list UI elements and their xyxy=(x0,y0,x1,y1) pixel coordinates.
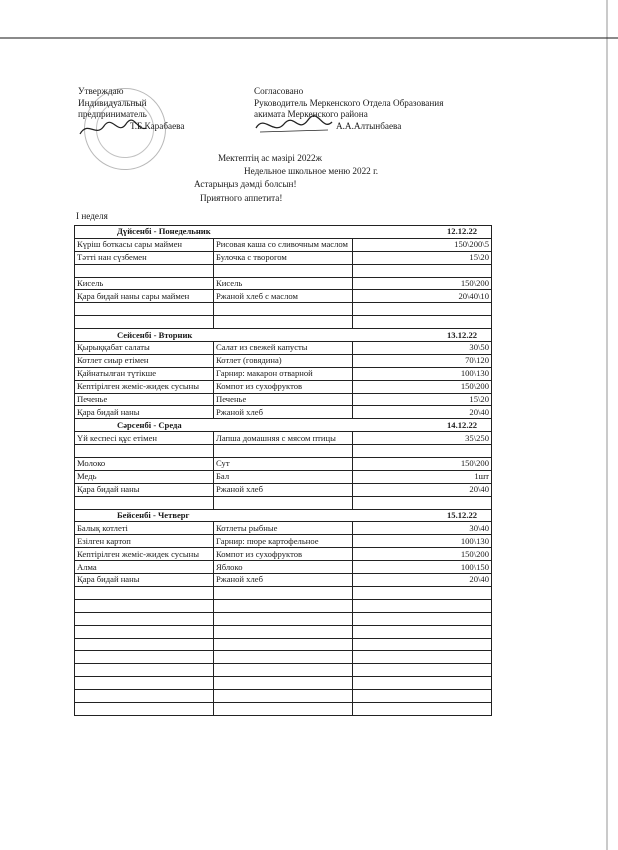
dish-kz-cell: Үй кеспесі құс етімен xyxy=(75,432,214,445)
table-row xyxy=(75,586,492,599)
table-row xyxy=(75,625,492,638)
portion-cell: 70\120 xyxy=(353,354,492,367)
dish-ru-cell: Гарнир: пюре картофельное xyxy=(214,535,353,548)
table-row xyxy=(75,393,492,406)
portion-cell: 150\200 xyxy=(353,458,492,471)
dish-kz-cell: Медь xyxy=(75,470,214,483)
dish-kz-cell xyxy=(75,599,214,612)
day-header-row xyxy=(75,419,492,432)
week-label: I неделя xyxy=(76,211,108,221)
scan-line-side xyxy=(606,0,608,850)
scan-line-top xyxy=(0,37,618,39)
dish-kz-cell: Алма xyxy=(75,561,214,574)
day-header-row xyxy=(75,226,492,239)
portion-cell: 20\40 xyxy=(353,574,492,587)
dish-ru-cell: Кисель xyxy=(214,277,353,290)
dish-ru-cell: Ржаной хлеб xyxy=(214,406,353,419)
dish-ru-cell: Печенье xyxy=(214,393,353,406)
day-header-cell xyxy=(75,419,492,432)
dish-kz-cell xyxy=(75,664,214,677)
menu-table-body xyxy=(75,226,492,716)
dish-kz-cell: Қара бидай наны xyxy=(75,483,214,496)
table-row xyxy=(75,561,492,574)
dish-ru-cell xyxy=(214,625,353,638)
portion-cell: 20\40 xyxy=(353,406,492,419)
day-name: Сәрсенбі - Среда xyxy=(117,419,182,430)
agreer-role: Руководитель Меркенского Отдела Образования xyxy=(254,97,444,108)
approver-name: Т.Б.Карабаева xyxy=(130,120,185,131)
dish-kz-cell: Кептірілген жеміс-жидек сусыны xyxy=(75,548,214,561)
portion-cell: 100\130 xyxy=(353,535,492,548)
dish-ru-cell xyxy=(214,702,353,715)
dish-ru-cell xyxy=(214,651,353,664)
dish-ru-cell xyxy=(214,664,353,677)
portion-cell xyxy=(353,264,492,277)
day-name: Дүйсенбі - Понедельник xyxy=(117,226,211,237)
dish-kz-cell: Котлет сиыр етімен xyxy=(75,354,214,367)
table-row xyxy=(75,367,492,380)
dish-kz-cell xyxy=(75,264,214,277)
portion-cell: 20\40\10 xyxy=(353,290,492,303)
approve-label: Утверждаю xyxy=(78,86,124,96)
dish-kz-cell xyxy=(75,612,214,625)
wish-ru: Приятного аппетита! xyxy=(200,193,283,203)
dish-kz-cell: Қара бидай наны xyxy=(75,406,214,419)
table-row xyxy=(75,264,492,277)
portion-cell: 1шт xyxy=(353,470,492,483)
portion-cell: 15\20 xyxy=(353,393,492,406)
dish-ru-cell: Компот из сухофруктов xyxy=(214,380,353,393)
portion-cell: 100\150 xyxy=(353,561,492,574)
day-header-cell xyxy=(75,509,492,522)
table-row xyxy=(75,535,492,548)
agreement-block xyxy=(254,86,443,132)
agreer-role-2: акимата Меркенского района xyxy=(254,109,368,119)
day-name: Бейсенбі - Четверг xyxy=(117,510,190,521)
dish-kz-cell xyxy=(75,702,214,715)
table-row xyxy=(75,574,492,587)
approval-block xyxy=(78,86,184,132)
dish-ru-cell: Котлеты рыбные xyxy=(214,522,353,535)
portion-cell xyxy=(353,690,492,703)
table-row xyxy=(75,677,492,690)
portion-cell xyxy=(353,651,492,664)
table-row xyxy=(75,432,492,445)
dish-ru-cell xyxy=(214,586,353,599)
table-row xyxy=(75,638,492,651)
table-row xyxy=(75,599,492,612)
table-row xyxy=(75,690,492,703)
table-row xyxy=(75,445,492,458)
dish-ru-cell: Гарнир: макарон отварной xyxy=(214,367,353,380)
portion-cell: 150\200\5 xyxy=(353,238,492,251)
portion-cell: 150\200 xyxy=(353,548,492,561)
dish-kz-cell xyxy=(75,303,214,316)
dish-ru-cell xyxy=(214,677,353,690)
day-date: 13.12.22 xyxy=(447,329,478,340)
day-header-cell xyxy=(75,329,492,342)
dish-ru-cell: Рисовая каша со сливочным маслом xyxy=(214,238,353,251)
table-row xyxy=(75,251,492,264)
portion-cell: 20\40 xyxy=(353,483,492,496)
portion-cell: 35\250 xyxy=(353,432,492,445)
portion-cell xyxy=(353,612,492,625)
portion-cell xyxy=(353,496,492,509)
day-date: 12.12.22 xyxy=(447,226,478,237)
approver-role-2: предприниматель xyxy=(78,109,147,119)
day-date: 15.12.22 xyxy=(447,510,478,521)
dish-kz-cell: Қырыққабат салаты xyxy=(75,342,214,355)
day-header-row xyxy=(75,509,492,522)
dish-kz-cell xyxy=(75,677,214,690)
day-header-row xyxy=(75,329,492,342)
portion-cell xyxy=(353,586,492,599)
agreer-name: А.А.Алтынбаева xyxy=(336,120,402,131)
dish-kz-cell: Молоко xyxy=(75,458,214,471)
dish-kz-cell xyxy=(75,690,214,703)
table-row xyxy=(75,702,492,715)
dish-ru-cell: Компот из сухофруктов xyxy=(214,548,353,561)
dish-ru-cell: Булочка с творогом xyxy=(214,251,353,264)
dish-ru-cell: Ржаной хлеб xyxy=(214,574,353,587)
menu-table xyxy=(74,225,492,716)
day-header-cell xyxy=(75,226,492,239)
dish-ru-cell xyxy=(214,303,353,316)
portion-cell: 150\200 xyxy=(353,277,492,290)
portion-cell: 30\50 xyxy=(353,342,492,355)
dish-kz-cell xyxy=(75,445,214,458)
dish-ru-cell xyxy=(214,690,353,703)
dish-kz-cell: Тәтті нан сүзбемен xyxy=(75,251,214,264)
dish-kz-cell: Балық котлеті xyxy=(75,522,214,535)
dish-kz-cell: Езілген картоп xyxy=(75,535,214,548)
dish-kz-cell: Күріш боткасы сары маймен xyxy=(75,238,214,251)
portion-cell xyxy=(353,599,492,612)
table-row xyxy=(75,354,492,367)
portion-cell: 15\20 xyxy=(353,251,492,264)
day-name: Сейсенбі - Вторник xyxy=(117,329,193,340)
table-row xyxy=(75,290,492,303)
table-row xyxy=(75,522,492,535)
portion-cell xyxy=(353,625,492,638)
dish-kz-cell: Қара бидай наны xyxy=(75,574,214,587)
portion-cell: 100\130 xyxy=(353,367,492,380)
wish-kz: Астарыңыз дәмді болсын! xyxy=(194,179,297,189)
dish-kz-cell xyxy=(75,316,214,329)
dish-ru-cell xyxy=(214,612,353,625)
table-row xyxy=(75,406,492,419)
dish-kz-cell xyxy=(75,651,214,664)
portion-cell xyxy=(353,702,492,715)
day-date: 14.12.22 xyxy=(447,419,478,430)
table-row xyxy=(75,548,492,561)
table-row xyxy=(75,612,492,625)
title-ru: Недельное школьное меню 2022 г. xyxy=(244,166,379,176)
portion-cell xyxy=(353,638,492,651)
dish-ru-cell xyxy=(214,264,353,277)
table-row xyxy=(75,303,492,316)
portion-cell: 30\40 xyxy=(353,522,492,535)
portion-cell: 150\200 xyxy=(353,380,492,393)
dish-ru-cell: Бал xyxy=(214,470,353,483)
dish-ru-cell: Ржаной хлеб с маслом xyxy=(214,290,353,303)
portion-cell xyxy=(353,445,492,458)
dish-ru-cell: Котлет (говядина) xyxy=(214,354,353,367)
table-row xyxy=(75,277,492,290)
dish-kz-cell: Кисель xyxy=(75,277,214,290)
table-row xyxy=(75,470,492,483)
portion-cell xyxy=(353,677,492,690)
dish-ru-cell xyxy=(214,445,353,458)
dish-kz-cell: Қара бидай наны сары маймен xyxy=(75,290,214,303)
table-row xyxy=(75,483,492,496)
dish-kz-cell: Кептірілген жеміс-жидек сусыны xyxy=(75,380,214,393)
dish-ru-cell: Салат из свежей капусты xyxy=(214,342,353,355)
dish-ru-cell: Лапша домашняя с мясом птицы xyxy=(214,432,353,445)
dish-kz-cell: Печенье xyxy=(75,393,214,406)
dish-ru-cell xyxy=(214,638,353,651)
dish-kz-cell: Қайнатылған түтікше xyxy=(75,367,214,380)
table-row xyxy=(75,316,492,329)
table-row xyxy=(75,238,492,251)
table-row xyxy=(75,496,492,509)
dish-kz-cell xyxy=(75,638,214,651)
dish-ru-cell xyxy=(214,599,353,612)
portion-cell xyxy=(353,303,492,316)
dish-ru-cell: Ржаной хлеб xyxy=(214,483,353,496)
table-row xyxy=(75,380,492,393)
dish-ru-cell: Сут xyxy=(214,458,353,471)
dish-kz-cell xyxy=(75,496,214,509)
title-kz: Мектептің ас мәзірі 2022ж xyxy=(218,153,322,163)
approver-role: Индивидуальный xyxy=(78,97,147,108)
portion-cell xyxy=(353,664,492,677)
table-row xyxy=(75,458,492,471)
dish-ru-cell xyxy=(214,496,353,509)
dish-kz-cell xyxy=(75,586,214,599)
table-row xyxy=(75,664,492,677)
table-row xyxy=(75,651,492,664)
dish-ru-cell xyxy=(214,316,353,329)
agree-label: Согласовано xyxy=(254,86,304,96)
dish-kz-cell xyxy=(75,625,214,638)
table-row xyxy=(75,342,492,355)
portion-cell xyxy=(353,316,492,329)
dish-ru-cell: Яблоко xyxy=(214,561,353,574)
